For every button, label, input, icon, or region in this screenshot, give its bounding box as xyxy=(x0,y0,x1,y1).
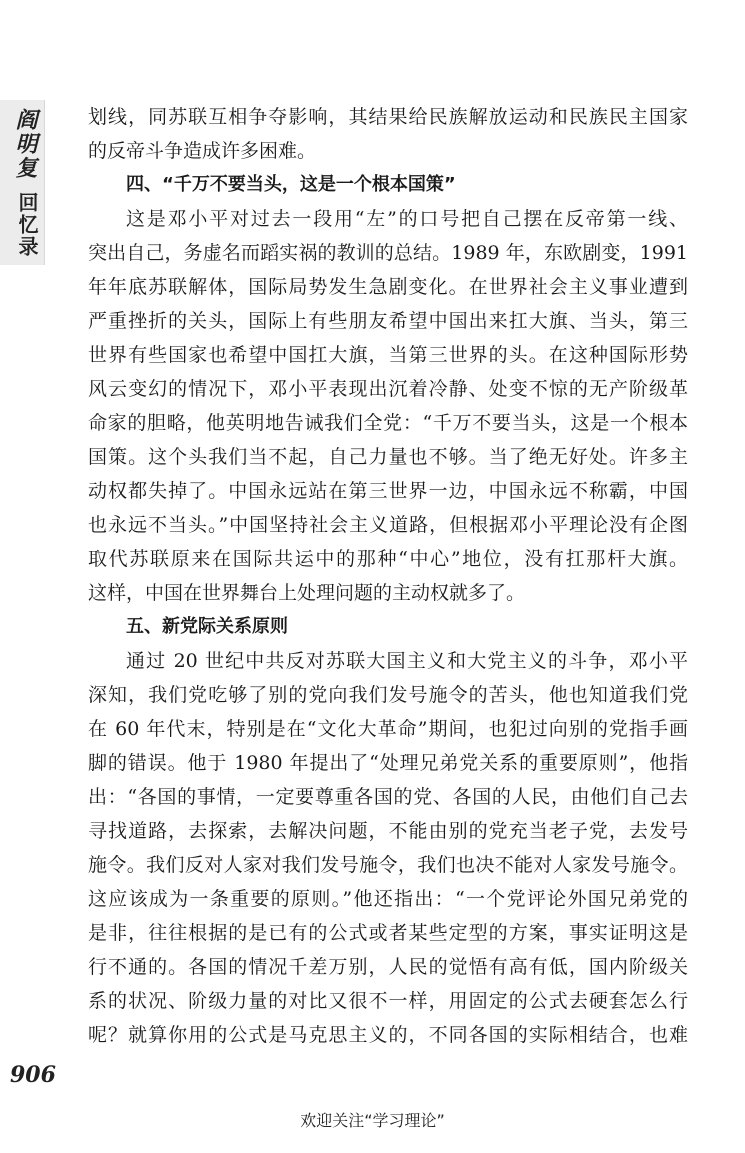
text-line: 通过 20 世纪中共反对苏联大国主义和大党主义的斗争，邓小平 xyxy=(126,650,688,672)
text-line: 世界有些国家也希望中国扛大旗，当第三世界的头。在这种国际形势 xyxy=(88,344,688,366)
text-line: 这是邓小平对过去一段用“左”的口号把自己摆在反帝第一线、 xyxy=(126,208,688,230)
text-line: 行不通的。各国的情况千差万别，人民的觉悟有高有低，国内阶级关 xyxy=(88,956,688,978)
text-line: 这样，中国在世界舞台上处理问题的主动权就多了。 xyxy=(88,582,526,604)
page-body-text xyxy=(88,100,688,1052)
book-subtitle: 回忆录 xyxy=(15,192,39,258)
text-line: 取代苏联原来在国际共运中的那种“中心”地位，没有扛那杆大旗。 xyxy=(88,548,688,570)
text-line: 是非，往往根据的是已有的公式或者某些定型的方案，事实证明这是 xyxy=(88,922,688,944)
text-line: 在 60 年代末，特别是在“文化大革命”期间，也犯过向别的党指手画 xyxy=(88,718,688,740)
section-heading: 五、新党际关系原则 xyxy=(126,616,288,637)
text-line: 也永远不当头。”中国坚持社会主义道路，但根据邓小平理论没有企图 xyxy=(88,514,688,536)
text-line: 深知，我们党吃够了别的党向我们发号施令的苦头，他也知道我们党 xyxy=(88,684,688,706)
text-line: 出：“各国的事情，一定要尊重各国的党、各国的人民，由他们自己去 xyxy=(88,786,688,808)
text-line: 命家的胆略，他英明地告诫我们全党：“千万不要当头，这是一个根本 xyxy=(88,412,688,434)
text-line: 严重挫折的关头，国际上有些朋友希望中国出来扛大旗、当头，第三 xyxy=(88,310,688,332)
text-line: 风云变幻的情况下，邓小平表现出沉着冷静、处变不惊的无产阶级革 xyxy=(88,378,688,400)
text-line: 突出自己，务虚名而蹈实祸的教训的总结。1989 年，东欧剧变，1991 xyxy=(88,242,688,264)
book-author-name: 阎明复 xyxy=(12,108,38,180)
text-line: 年年底苏联解体，国际局势发生急剧变化。在世界社会主义事业遭到 xyxy=(88,276,688,298)
text-line: 的反帝斗争造成许多困难。 xyxy=(88,140,317,162)
section-heading: 四、“千万不要当头，这是一个根本国策” xyxy=(126,174,456,195)
footer-note: 欢迎关注“学习理论” xyxy=(300,1111,445,1130)
book-title-tab xyxy=(0,100,45,265)
text-line: 动权都失掉了。中国永远站在第三世界一边，中国永远不称霸，中国 xyxy=(88,480,688,502)
text-line: 呢？就算你用的公式是马克思主义的，不同各国的实际相结合，也难 xyxy=(88,1024,688,1046)
text-line: 国策。这个头我们当不起，自己力量也不够。当了绝无好处。许多主 xyxy=(88,446,688,468)
text-line: 寻找道路，去探索，去解决问题，不能由别的党充当老子党，去发号 xyxy=(88,820,688,842)
text-line: 这应该成为一条重要的原则。”他还指出：“一个党评论外国兄弟党的 xyxy=(88,888,688,910)
text-line: 划线，同苏联互相争夺影响，其结果给民族解放运动和民族民主国家 xyxy=(88,106,688,128)
text-line: 系的状况、阶级力量的对比又很不一样，用固定的公式去硬套怎么行 xyxy=(88,990,688,1012)
text-line: 脚的错误。他于 1980 年提出了“处理兄弟党关系的重要原则”，他指 xyxy=(88,752,688,774)
text-line: 施令。我们反对人家对我们发号施令，我们也决不能对人家发号施令。 xyxy=(88,854,688,876)
page-number: 906 xyxy=(10,1062,56,1088)
